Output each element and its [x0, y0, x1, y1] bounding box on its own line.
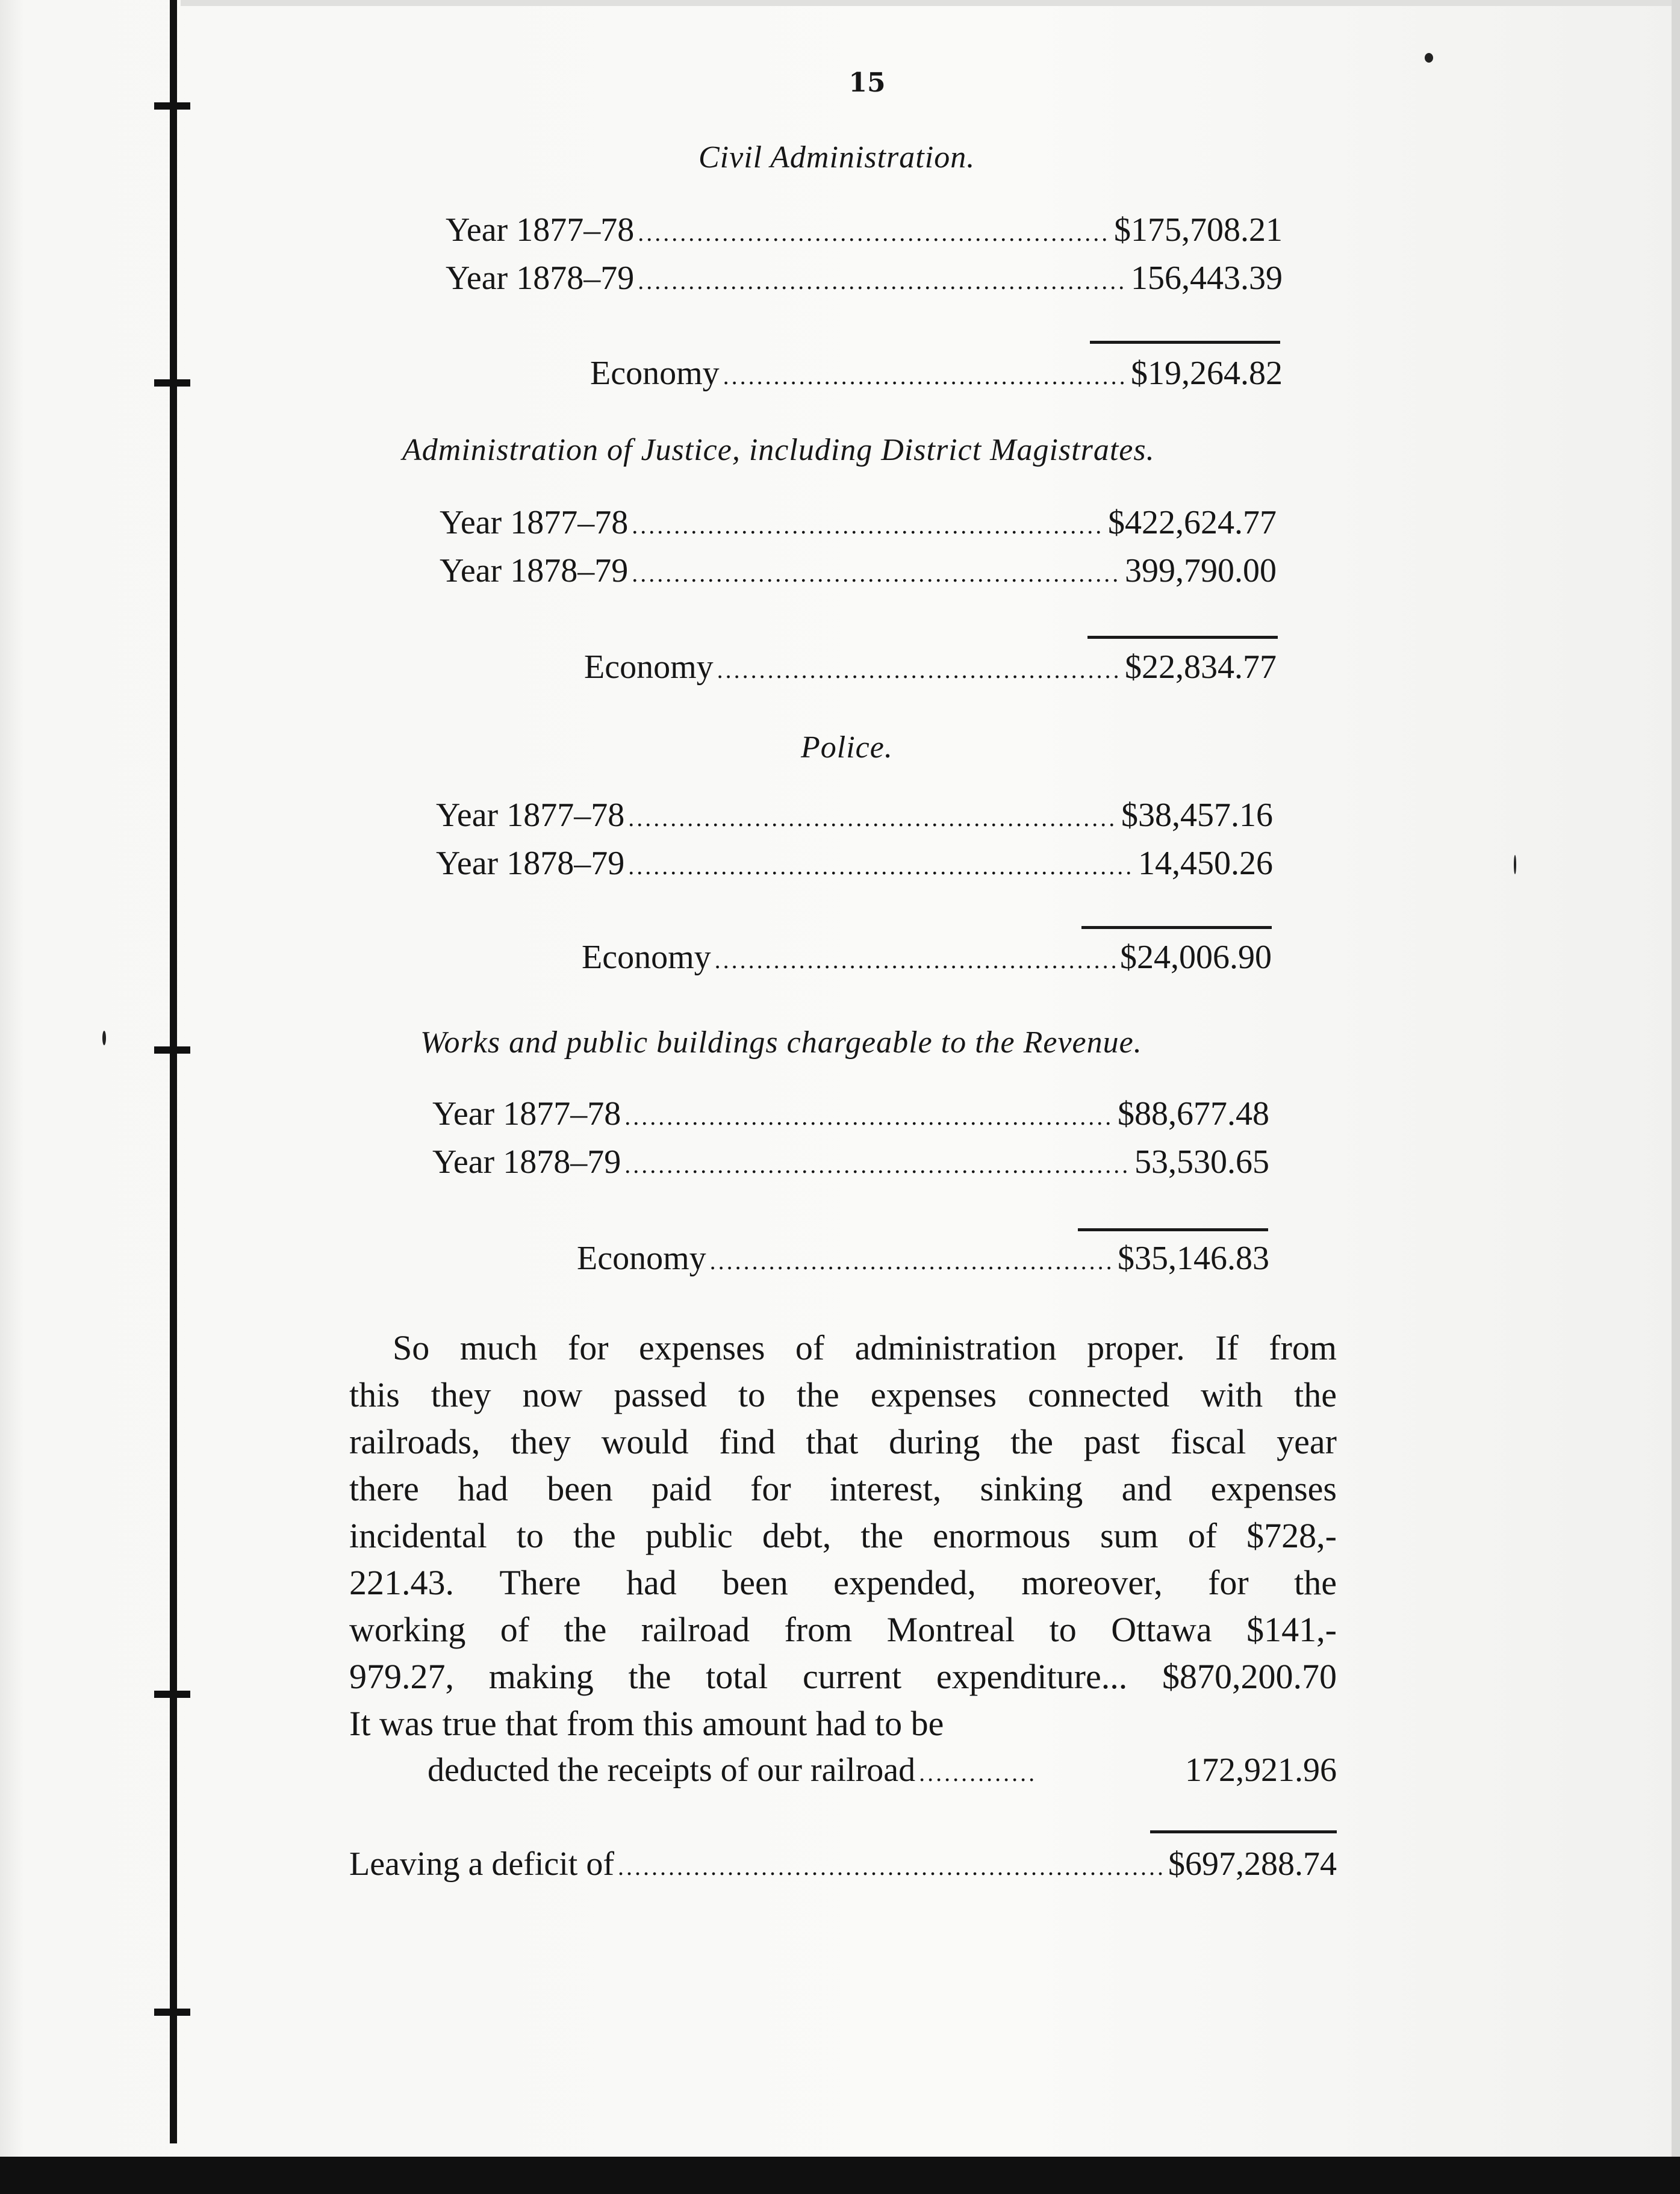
- page-right-edge: [1672, 0, 1680, 2194]
- economy-amount: $22,834.77: [1125, 648, 1277, 686]
- ledger-row: [440, 552, 1277, 590]
- ledger-row: [432, 1095, 1269, 1133]
- paragraph-word: been: [547, 1469, 613, 1508]
- paragraph-word: expenditure...: [936, 1657, 1128, 1696]
- paragraph-word: $728,-: [1246, 1516, 1337, 1555]
- paragraph-word: If: [1215, 1328, 1239, 1367]
- paragraph-word: the: [573, 1516, 616, 1555]
- ledger-row: [436, 796, 1273, 834]
- paragraph-word: the: [628, 1657, 671, 1696]
- leader-dots: [919, 1759, 1033, 1787]
- paragraph-word: $870,200.70: [1162, 1657, 1337, 1696]
- paragraph-word: for: [750, 1469, 791, 1508]
- paragraph-word: public: [645, 1516, 733, 1555]
- binding-stitch: [154, 1691, 190, 1698]
- paragraph-line: [349, 1419, 1337, 1465]
- paragraph-word: passed: [614, 1375, 707, 1414]
- row-label: Year 1877–78: [440, 504, 629, 541]
- leader-dots: [715, 946, 1116, 974]
- paragraph-word: from: [784, 1610, 853, 1649]
- page-number: 15: [848, 67, 886, 98]
- paragraph-word: the: [1294, 1563, 1337, 1602]
- paragraph-line: [349, 1653, 1337, 1700]
- paragraph-word: administration: [854, 1328, 1057, 1367]
- paragraph-word: moreover,: [1021, 1563, 1163, 1602]
- paragraph-word: to: [1049, 1610, 1077, 1649]
- paragraph-word: they: [511, 1422, 571, 1461]
- sum-rule: [1081, 926, 1272, 929]
- paragraph-word: expended,: [833, 1563, 976, 1602]
- paragraph-line: [349, 1559, 1337, 1606]
- leader-dots: [624, 1151, 1131, 1179]
- paragraph-word: during: [889, 1422, 980, 1461]
- deficit-row: [349, 1845, 1337, 1883]
- leader-dots: [638, 267, 1127, 295]
- paragraph-word: of: [500, 1610, 530, 1649]
- paragraph-word: now: [522, 1375, 583, 1414]
- ink-speck: [1425, 53, 1433, 63]
- ledger-row: [432, 1143, 1269, 1181]
- deficit-amount: $697,288.74: [1168, 1845, 1337, 1883]
- economy-row: [577, 1239, 1269, 1278]
- paragraph-word: of: [795, 1328, 825, 1367]
- paragraph-word: the: [564, 1610, 607, 1649]
- ink-speck: [102, 1031, 106, 1045]
- binding-stitch: [154, 379, 190, 387]
- economy-label: Economy: [577, 1240, 706, 1277]
- deduction-amount: 172,921.96: [1185, 1751, 1337, 1789]
- row-label: Year 1877–78: [446, 211, 635, 249]
- paragraph-word: that: [806, 1422, 859, 1461]
- sum-rule: [1150, 1830, 1337, 1833]
- ledger-row: [436, 844, 1273, 883]
- sum-rule: [1078, 1228, 1268, 1231]
- paragraph-word: of: [1187, 1516, 1218, 1555]
- paragraph-line: [349, 1465, 1337, 1512]
- paragraph-word: current: [802, 1657, 902, 1696]
- paragraph-word: working: [349, 1610, 466, 1649]
- paragraph-word: year: [1277, 1422, 1337, 1461]
- paragraph-line: [349, 1372, 1337, 1419]
- economy-amount: $35,146.83: [1118, 1240, 1269, 1277]
- paragraph-word: So: [393, 1328, 430, 1367]
- paragraph-word: sinking: [980, 1469, 1083, 1508]
- sum-rule: [1090, 341, 1280, 344]
- row-amount: 53,530.65: [1134, 1143, 1269, 1181]
- ledger-row: [440, 503, 1277, 542]
- ledger-row: [446, 259, 1283, 297]
- deficit-label: Leaving a deficit of: [349, 1845, 615, 1883]
- paragraph-word: debt,: [762, 1516, 832, 1555]
- economy-amount: $19,264.82: [1131, 355, 1283, 392]
- row-label: Year 1878–79: [432, 1143, 621, 1181]
- paragraph-word: been: [722, 1563, 788, 1602]
- paragraph-word: from: [1269, 1328, 1337, 1367]
- leader-dots: [717, 656, 1121, 684]
- row-amount: $88,677.48: [1118, 1095, 1269, 1133]
- paragraph-word: $141,-: [1246, 1610, 1337, 1649]
- ledger-row: [446, 211, 1283, 249]
- paragraph-line: [349, 1512, 1337, 1559]
- row-label: Year 1877–78: [436, 797, 625, 834]
- paragraph-line: [349, 1606, 1337, 1653]
- paragraph-word: had: [626, 1563, 677, 1602]
- paragraph-word: expenses: [1210, 1469, 1337, 1508]
- paragraph-word: would: [601, 1422, 689, 1461]
- section-heading-administration-of-justice: Administration of Justice, including District Magistrates.: [402, 433, 1155, 467]
- paragraph-word: sum: [1100, 1516, 1159, 1555]
- economy-label: Economy: [590, 355, 720, 392]
- paragraph-word: railroads,: [349, 1422, 481, 1461]
- paragraph-line: It was true that from this amount had to be: [349, 1704, 944, 1743]
- row-label: Year 1878–79: [446, 259, 635, 297]
- row-label: Year 1877–78: [432, 1095, 621, 1133]
- paragraph-word: to: [738, 1375, 766, 1414]
- paragraph-word: the: [1294, 1375, 1337, 1414]
- binding-stitch: [154, 2009, 190, 2016]
- paragraph-word: railroad: [641, 1610, 750, 1649]
- ink-speck: [1514, 855, 1516, 874]
- row-label: Year 1878–79: [436, 845, 625, 882]
- economy-row: [584, 648, 1277, 686]
- paragraph-word: making: [488, 1657, 594, 1696]
- section-heading-works-and-public-buildings: Works and public buildings chargeable to the Revenue.: [420, 1025, 1142, 1060]
- paragraph-word: Montreal: [886, 1610, 1015, 1649]
- page-top-edge: [181, 0, 1680, 6]
- paragraph-word: enormous: [933, 1516, 1071, 1555]
- paragraph-word: find: [719, 1422, 776, 1461]
- leader-dots: [723, 362, 1127, 390]
- paragraph-word: had: [458, 1469, 508, 1508]
- paragraph-word: total: [706, 1657, 768, 1696]
- paragraph-word: and: [1121, 1469, 1172, 1508]
- section-heading-police: Police.: [801, 730, 893, 765]
- leader-dots: [618, 1853, 1165, 1881]
- paragraph-word: to: [516, 1516, 544, 1555]
- leader-dots: [638, 219, 1110, 247]
- leader-dots: [628, 852, 1134, 880]
- paragraph-word: they: [431, 1375, 491, 1414]
- deduction-row: [428, 1751, 1337, 1789]
- paragraph-word: expenses: [639, 1328, 765, 1367]
- paragraph-line: [349, 1325, 1337, 1372]
- paragraph-word: 221.43.: [349, 1563, 454, 1602]
- paragraph-word: the: [860, 1516, 904, 1555]
- binding-spine: [170, 0, 177, 2143]
- leader-dots: [632, 559, 1121, 588]
- paragraph-word: 979.27,: [349, 1657, 454, 1696]
- paragraph-word: for: [567, 1328, 609, 1367]
- paragraph-word: There: [499, 1563, 581, 1602]
- paragraph-word: incidental: [349, 1516, 487, 1555]
- section-heading-civil-administration: Civil Administration.: [698, 140, 975, 175]
- row-amount: $38,457.16: [1121, 797, 1273, 834]
- row-amount: $422,624.77: [1108, 504, 1277, 541]
- paragraph-word: Ottawa: [1111, 1610, 1212, 1649]
- row-amount: 14,450.26: [1138, 845, 1273, 882]
- economy-label: Economy: [584, 648, 714, 686]
- row-amount: $175,708.21: [1114, 211, 1283, 249]
- deduction-label: deducted the receipts of our railroad: [428, 1751, 916, 1789]
- paragraph-word: expenses: [870, 1375, 997, 1414]
- paragraph-word: proper.: [1087, 1328, 1185, 1367]
- paragraph-word: the: [1010, 1422, 1054, 1461]
- leader-dots: [628, 804, 1118, 832]
- economy-amount: $24,006.90: [1120, 939, 1272, 976]
- paragraph-word: paid: [651, 1469, 712, 1508]
- paragraph-word: there: [349, 1469, 419, 1508]
- economy-row: [590, 354, 1283, 393]
- leader-dots: [710, 1247, 1114, 1275]
- paragraph-word: for: [1208, 1563, 1249, 1602]
- leader-dots: [624, 1102, 1114, 1131]
- paragraph-word: the: [796, 1375, 839, 1414]
- leader-dots: [632, 511, 1104, 539]
- paragraph-word: this: [349, 1375, 400, 1414]
- paragraph-word: fiscal: [1170, 1422, 1246, 1461]
- scan-bottom-edge: [0, 2157, 1680, 2194]
- paragraph-word: with: [1201, 1375, 1263, 1414]
- economy-label: Economy: [582, 939, 711, 976]
- row-label: Year 1878–79: [440, 552, 629, 589]
- binding-stitch: [154, 1046, 190, 1054]
- economy-row: [582, 938, 1272, 977]
- row-amount: 156,443.39: [1131, 259, 1283, 297]
- paragraph-word: much: [459, 1328, 538, 1367]
- body-paragraph: [349, 1325, 1337, 1747]
- binding-stitch: [154, 102, 190, 110]
- paragraph-word: connected: [1028, 1375, 1170, 1414]
- paragraph-word: interest,: [830, 1469, 942, 1508]
- row-amount: 399,790.00: [1125, 552, 1277, 589]
- sum-rule: [1087, 636, 1278, 639]
- paragraph-word: past: [1083, 1422, 1140, 1461]
